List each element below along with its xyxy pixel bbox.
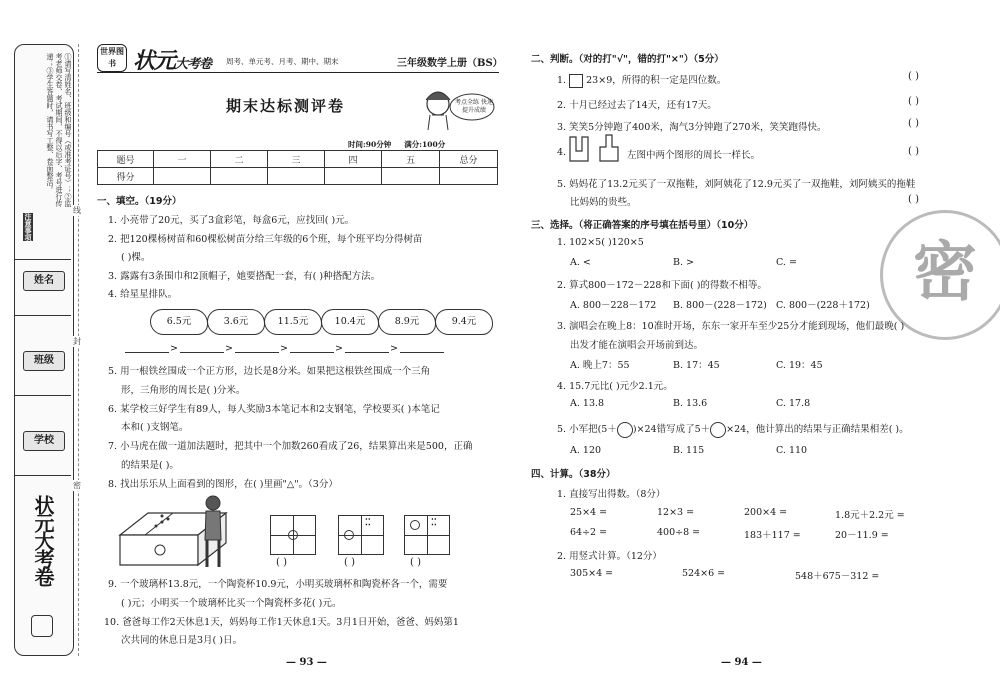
blank-circle-icon (617, 422, 633, 438)
choice-5-b: B. 115 (673, 445, 705, 456)
order-blank-4[interactable] (290, 352, 334, 353)
judge-answer-1[interactable]: ( ) (908, 71, 919, 82)
order-blank-3[interactable] (235, 352, 279, 353)
judge-5-cont: 比妈妈的贵些。 (570, 197, 637, 208)
strip-brand: 状元大考卷 (31, 495, 55, 585)
choice-3-c: C. 19：45 (776, 360, 823, 371)
shape-figures-icon (568, 133, 622, 163)
score-header-cell: 五 (382, 151, 440, 168)
calc-1-title: 1. 直接写出得数。（8分） (557, 489, 666, 500)
score-header-cell: 三 (268, 151, 325, 168)
order-blank-6[interactable] (400, 352, 444, 353)
calc-item: 64÷2 = (570, 527, 608, 538)
strip-instructions: ①请写清姓名、班级和编号（或准考证号）；②监考老师交卷、考试期间，不得以后字、考号进行传递；③学生答题时，请书写工整、卷面整洁。 (46, 53, 72, 207)
score-header-cell: 二 (211, 151, 268, 168)
choice-2-a: A. 800－228－172 (570, 300, 657, 311)
judge-answer-5[interactable]: ( ) (908, 194, 919, 205)
order-blank-1[interactable] (125, 352, 169, 353)
choice-1-b: B. > (673, 257, 694, 268)
score-header-cell: 四 (325, 151, 382, 168)
judge-4-num: 4. (557, 147, 567, 158)
judge-answer-2[interactable]: ( ) (908, 96, 919, 107)
school-label: 学校 (23, 431, 65, 451)
score-header-cell: 一 (154, 151, 211, 168)
score-input-cell[interactable] (211, 168, 268, 185)
judge-2: 2. 十月已经过去了14天，还有17天。 (557, 100, 717, 111)
order-blank-5[interactable] (345, 352, 389, 353)
choice-5: 5. 小军把(5＋ )×24错写成了5＋ ×24，他计算出的结果与正确结果相差( )。 (557, 421, 909, 438)
question-1: 1. 小亮带了20元，买了3盒彩笔，每盒6元，应找回( )元。 (108, 215, 355, 226)
gt-sign: > (170, 343, 178, 354)
time-info: 时间:90分钟 满分:100分 (348, 140, 446, 149)
question-6-cont: 本和( )支钢笔。 (121, 422, 189, 433)
question-7: 7. 小马虎在做一道加法题时，把其中一个加数260看成了26，结果算出来是500，正确 (108, 441, 473, 452)
question-9: 9. 一个玻璃杯13.8元，一个陶瓷杯10.9元，小明买玻璃杯和陶瓷杯各一个，需要 (108, 579, 448, 590)
mascot-bubble: 考点全练 快速提升成绩 (455, 99, 493, 114)
choice-4-c: C. 17.8 (776, 398, 811, 409)
section-calc: 四、计算。（38分） (531, 469, 616, 480)
gt-sign: > (280, 343, 288, 354)
header-rule (97, 72, 499, 73)
judge-5: 5. 妈妈花了13.2元买了一双拖鞋，刘阿姨花了12.9元买了一双拖鞋，刘阿姨买的拖鞋 (557, 179, 916, 190)
section-judge: 二、判断。（对的打"√"，错的打"×"）（5分） (531, 54, 724, 65)
judge-1: 1. 23×9，所得的积一定是四位数。 (557, 75, 727, 86)
view-option-b: ⁚⁚ (338, 515, 384, 555)
score-input-cell[interactable] (440, 168, 498, 185)
calc-item: 25×4 = (570, 507, 608, 518)
box-and-child-illustration (118, 495, 240, 570)
page-title: 期末达标测评卷 (226, 97, 346, 115)
page-number-left: — 93 — (286, 657, 327, 668)
blank-square-icon (569, 74, 583, 88)
side-char-seal: 封 (73, 337, 81, 346)
question-3: 3. 露露有3条围巾和2顶帽子，她要搭配一套，有( )种搭配方法。 (108, 271, 381, 282)
cut-line (78, 44, 79, 656)
choice-1-a: A. < (570, 257, 591, 268)
calc-item: 1.8元＋2.2元 = (835, 510, 905, 521)
binding-strip (14, 44, 74, 656)
class-label: 班级 (23, 351, 65, 371)
answer-paren-a[interactable]: ( ) (276, 557, 287, 568)
question-6: 6. 某学校三好学生有89人，每人奖励3本笔记本和2支钢笔，学校要买( )本笔记 (108, 404, 440, 415)
choice-1: 1. 102×5( )120×5 (557, 237, 644, 248)
blank-circle-icon (710, 422, 726, 438)
calc-item: 200×4 = (744, 507, 788, 518)
judge-4: 左图中两个图形的周长一样长。 (627, 150, 761, 161)
choice-3-b: B. 17：45 (673, 360, 720, 371)
question-5-cont: 形，三角形的周长是( )分米。 (121, 385, 246, 396)
grade-label: 三年级数学上册（BS） (397, 58, 503, 69)
order-blank-2[interactable] (180, 352, 224, 353)
judge-answer-4[interactable]: ( ) (908, 146, 919, 157)
choice-3-cont: 出发才能在演唱会开场前到达。 (570, 340, 704, 351)
choice-1-c: C. = (776, 257, 797, 268)
star-price-2: 3.6元 (207, 309, 265, 335)
score-label-cell: 得分 (98, 168, 154, 185)
choice-2: 2. 算式800－172－228和下面( )的得数不相等。 (557, 280, 767, 291)
section-choice: 三、选择。（将正确答案的序号填在括号里）（10分） (531, 220, 754, 231)
question-2: 2. 把120棵杨树苗和60棵松树苗分给三年级的6个班，每个班平均分得树苗 (108, 234, 423, 245)
choice-4-a: A. 13.8 (570, 398, 605, 409)
score-table (97, 150, 498, 185)
vertical-calc-item: 548＋675－312 = (795, 571, 880, 582)
choice-4: 4. 15.7元比( )元少2.1元。 (557, 381, 673, 392)
gt-sign: > (225, 343, 233, 354)
calc-2-title: 2. 用竖式计算。（12分） (557, 551, 662, 562)
answer-paren-c[interactable]: ( ) (410, 557, 421, 568)
question-10: 10. 爸爸每工作2天休息1天，妈妈每工作1天休息1天。3月1日开始，爸爸、妈妈第1 (104, 617, 459, 628)
calc-item: 12×3 = (657, 507, 695, 518)
choice-3-a: A. 晚上7：55 (570, 360, 630, 371)
choice-2-c: C. 800－(228＋172) (776, 300, 870, 311)
score-input-cell[interactable] (154, 168, 211, 185)
view-option-c: ⁚⁚ (404, 515, 450, 555)
score-header-cell: 总分 (440, 151, 498, 168)
side-char-line: 线 (73, 206, 81, 215)
confidential-stamp: 密 (880, 210, 1000, 340)
question-9-cont: ( )元；小明买一个玻璃杯比买一个陶瓷杯多花( )元。 (121, 598, 342, 609)
score-input-cell[interactable] (325, 168, 382, 185)
calc-item: 183＋117 = (744, 530, 801, 541)
answer-paren-b[interactable]: ( ) (344, 557, 355, 568)
star-price-4: 10.4元 (321, 309, 379, 335)
choice-5-c: C. 110 (776, 445, 808, 456)
score-header-cell: 题号 (98, 151, 154, 168)
question-2-cont: ( )棵。 (121, 252, 151, 263)
name-label: 姓名 (23, 271, 65, 291)
page-number-right: — 94 — (721, 657, 762, 668)
question-7-cont: 的结果是( )。 (121, 460, 179, 471)
exam-tags: 周考、单元考、月考、期中、期末 (226, 57, 339, 66)
choice-5-a: A. 120 (570, 445, 602, 456)
strip-notice-label: 注意事项 (24, 213, 33, 241)
publisher-logo: 世界图书 (97, 44, 127, 72)
side-char-secret: 密 (73, 481, 81, 490)
question-4: 4. 给星星排队。 (108, 289, 178, 300)
judge-answer-3[interactable]: ( ) (908, 118, 919, 129)
question-5: 5. 用一根铁丝围成一个正方形，边长是8分米。如果把这根铁丝围成一个三角 (108, 366, 431, 377)
strip-logo-icon (31, 615, 53, 637)
vertical-calc-item: 524×6 = (682, 568, 726, 579)
star-price-3: 11.5元 (264, 309, 322, 335)
question-8: 8. 找出乐乐从上面看到的图形，在( )里画"△"。（3分） (108, 479, 338, 490)
choice-4-b: B. 13.6 (673, 398, 708, 409)
vertical-calc-item: 305×4 = (570, 568, 614, 579)
score-input-cell[interactable] (382, 168, 440, 185)
brand-title: 状元大考卷 (133, 48, 212, 74)
view-option-a (270, 515, 316, 555)
star-price-1: 6.5元 (150, 309, 208, 335)
calc-item: 400÷8 = (657, 527, 701, 538)
calc-item: 20－11.9 = (835, 530, 889, 541)
section-fill-in: 一、填空。（19分） (97, 196, 182, 207)
judge-3: 3. 笑笑5分钟跑了400米，淘气3分钟跑了270米，笑笑跑得快。 (557, 122, 827, 133)
score-input-cell[interactable] (268, 168, 325, 185)
choice-2-b: B. 800－(228－172) (673, 300, 767, 311)
choice-3: 3. 演唱会在晚上8：10准时开场，东东一家开车至少25分才能到现场，他们最晚( ) (557, 321, 905, 332)
star-price-6: 9.4元 (435, 309, 493, 335)
star-price-5: 8.9元 (378, 309, 436, 335)
gt-sign: > (390, 343, 398, 354)
gt-sign: > (335, 343, 343, 354)
question-10-cont: 次共同的休息日是3月( )日。 (121, 635, 242, 646)
